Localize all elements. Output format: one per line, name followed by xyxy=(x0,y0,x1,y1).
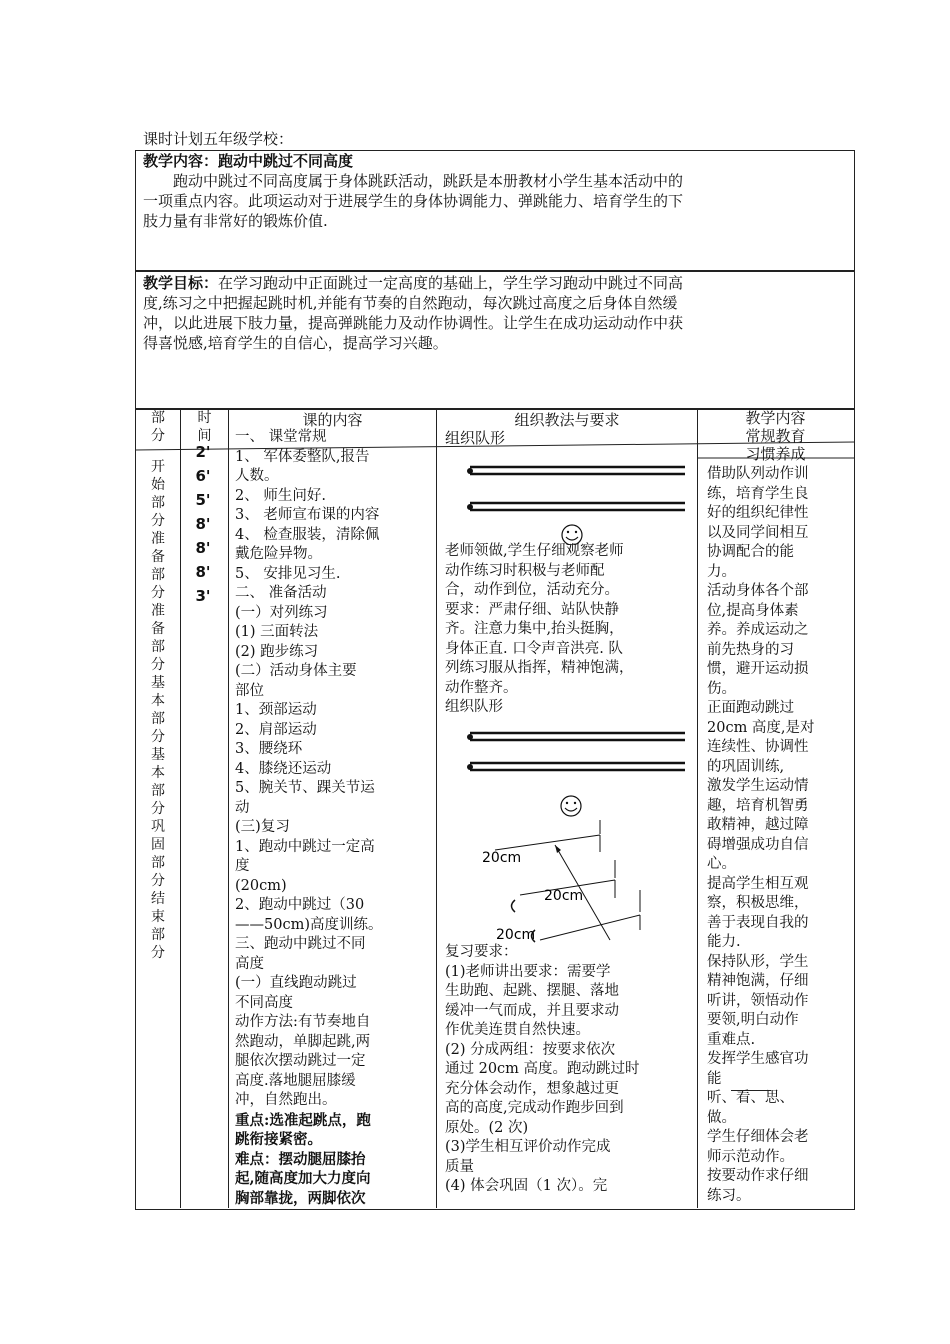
table-divider xyxy=(180,408,181,1208)
teaching-line: 协调配合的能 xyxy=(707,544,794,560)
teaching-line: 好的组织纪律性 xyxy=(707,505,809,521)
part-char: 备 xyxy=(151,549,165,565)
teaching-line: 练，培育学生良 xyxy=(707,485,809,502)
teaching-line: 按要动作求仔细 xyxy=(707,1168,809,1184)
method-line: 复习要求： xyxy=(445,944,518,960)
teaching-line: 的巩固训练, xyxy=(707,758,785,775)
table-divider xyxy=(436,408,437,1208)
teaching-line: 重难点. xyxy=(707,1031,756,1048)
content-line: 腿依次摆动跳过一定 xyxy=(235,1053,366,1069)
content-line: 三、跑动中跳过不同 xyxy=(235,936,366,952)
part-char: 分 xyxy=(151,801,165,817)
teaching-line: 碍增强成功自信 xyxy=(707,836,809,853)
jump-course-diagram xyxy=(460,790,695,950)
method-line: 组织队形 xyxy=(445,699,503,715)
content-line: 4、 检查服装，清除佩 xyxy=(235,526,380,543)
content-line: 2、 师生问好. xyxy=(235,487,326,504)
table-divider xyxy=(228,408,229,1208)
part-char: 准 xyxy=(151,531,165,547)
teaching-line: 保持队形，学生 xyxy=(707,953,809,970)
content-column xyxy=(235,428,433,1208)
part-char: 部 xyxy=(151,855,165,871)
formation-row xyxy=(467,467,685,474)
height-label: 20cm xyxy=(482,850,522,866)
content-title: 教学内容：跑动中跳过不同高度 xyxy=(143,152,354,170)
content-line: 高度.落地腿屈膝缓 xyxy=(235,1072,356,1089)
teaching-line: 趣，培育机智勇 xyxy=(707,797,809,814)
content-section xyxy=(143,151,843,231)
teaching-line: 养。养成运动之 xyxy=(707,622,809,638)
formation-diagram-2 xyxy=(460,725,695,775)
goal-section xyxy=(143,273,843,353)
content-line: 冲，自然跑出。 xyxy=(235,1092,337,1108)
goal-line: 度,练习之中把握起跳时机,并能有节奏的自然跑动，每次跳过高度之后身体自然缓 xyxy=(143,294,678,312)
part-char: 分 xyxy=(151,585,165,601)
method-line: 通过 20cm 高度。跑动跳过时 xyxy=(445,1061,640,1077)
time-value: 6' xyxy=(195,467,211,485)
teaching-line: 精神饱满，仔细 xyxy=(707,973,809,989)
content-line: 5、腕关节、踝关节运 xyxy=(235,780,375,796)
teaching-line: 20cm 高度,是对 xyxy=(707,719,815,736)
header-part xyxy=(136,409,180,445)
teaching-line: 听讲，领悟动作 xyxy=(707,992,809,1009)
part-column xyxy=(136,458,180,962)
method-top-label: 组织队形 xyxy=(445,429,506,447)
part-char: 部 xyxy=(151,639,165,655)
header-part-char: 分 xyxy=(151,428,165,444)
teaching-line: 正面跑动跳过 xyxy=(707,700,794,716)
method-line: (2) 分成两组：按要求依次 xyxy=(445,1041,616,1058)
content-line: 人数。 xyxy=(235,468,279,484)
teaching-line: 激发学生运动情 xyxy=(707,778,809,794)
method-line: (4) 体会巩固（1 次）。完 xyxy=(445,1178,608,1194)
goal-line: 冲，以此进展下肢力量，提高弹跳能力及动作协调性。让学生在成功运动动作中获 xyxy=(143,314,684,332)
method-line: (3)学生相互评价动作完成 xyxy=(445,1139,611,1155)
formation-row xyxy=(467,763,685,770)
part-char: 分 xyxy=(151,729,165,745)
teaching-line: 学生仔细体会老 xyxy=(707,1129,809,1145)
content-line: 4、膝绕还运动 xyxy=(235,760,332,777)
teaching-line: 敢精神，越过障 xyxy=(707,817,809,833)
content-line: 重点:选准起跳点，跑 xyxy=(235,1111,371,1129)
time-value: 5' xyxy=(195,491,211,509)
teaching-header xyxy=(698,409,853,463)
formation-row xyxy=(467,503,685,510)
method-line: 列练习服从指挥，精神饱满， xyxy=(445,660,634,676)
goal-label: 教学目标： xyxy=(143,274,219,292)
teaching-line: 善于表现自我的 xyxy=(707,914,809,931)
teaching-line: 惯，避开运动损 xyxy=(707,661,809,677)
content-line: 起,随高度加大力度向 xyxy=(235,1170,371,1187)
teaching-line: 要领,明白动作 xyxy=(707,1012,799,1028)
method-line: 要求：严肃仔细、站队快静 xyxy=(445,601,619,618)
method-line: 齐。注意力集中,抬头挺胸， xyxy=(445,621,624,637)
time-value: 8' xyxy=(195,515,211,533)
teaching-line: 连续性、协调性 xyxy=(707,739,809,755)
teaching-line: 察，积极思维， xyxy=(707,895,809,911)
content-line: 5、 安排见习生. xyxy=(235,565,341,582)
part-char: 本 xyxy=(151,765,165,781)
content-line: (一）对列练习 xyxy=(235,604,328,621)
teaching-line: 能 xyxy=(707,1070,722,1087)
content-line: 二、 准备活动 xyxy=(235,585,327,601)
content-line: 2、跑动中跳过（30 xyxy=(235,897,365,913)
content-line: 动 xyxy=(235,799,250,816)
teaching-column xyxy=(707,465,850,1206)
part-char: 部 xyxy=(151,567,165,583)
part-char: 基 xyxy=(151,675,165,691)
content-line: 跑动中跳过不同高度属于身体跳跃活动，跳跃是本册教材小学生基本活动中的 xyxy=(173,172,684,190)
content-line: (1) 三面转法 xyxy=(235,624,319,640)
part-char: 部 xyxy=(151,927,165,943)
content-line: ——50cm)高度训练。 xyxy=(235,916,383,933)
content-line: 不同高度 xyxy=(235,994,293,1011)
arrow-head-icon xyxy=(555,845,561,853)
part-char: 开 xyxy=(151,459,165,475)
page-header: 课时计划五年级学校： xyxy=(143,130,294,148)
part-char: 结 xyxy=(151,891,165,907)
content-line: 一、 课堂常规 xyxy=(235,429,327,445)
content-line: (一）直线跑动跳过 xyxy=(235,975,357,991)
part-char: 部 xyxy=(151,495,165,511)
content-line: 动作方法:有节奏地自 xyxy=(235,1014,371,1030)
part-char: 部 xyxy=(151,711,165,727)
smiley-icon xyxy=(561,796,581,816)
header-content: 课的内容 xyxy=(302,411,363,429)
part-char: 分 xyxy=(151,873,165,889)
method-line: 作优美连贯自然快速。 xyxy=(445,1022,590,1038)
teaching-line: 伤。 xyxy=(707,680,736,697)
content-line: 胸部靠拢，两脚依次 xyxy=(235,1189,366,1207)
content-line: 2、肩部运动 xyxy=(235,721,317,738)
method-block-2 xyxy=(445,943,695,1197)
content-line: 难点：摆动腿屈膝抬 xyxy=(235,1150,366,1168)
method-line: 动作整齐。 xyxy=(445,679,518,696)
teaching-line: 心。 xyxy=(707,856,736,872)
content-line: 戴危险异物。 xyxy=(235,546,322,562)
time-value: 3' xyxy=(195,587,211,605)
content-line: 3、 老师宣布课的内容 xyxy=(235,507,380,523)
content-line: 肢力量有非常好的锻炼价值. xyxy=(143,212,328,230)
header-part-char: 部 xyxy=(151,410,165,426)
content-line: (三)复习 xyxy=(235,819,290,835)
teaching-line: 前先热身的习 xyxy=(707,641,794,658)
part-char: 部 xyxy=(151,783,165,799)
method-line: 缓冲一气而成，并且要求动 xyxy=(445,1002,619,1019)
goal-line: 得喜悦感,培育学生的自信心，提高学习兴趣。 xyxy=(143,334,448,352)
part-char: 固 xyxy=(151,837,165,853)
teaching-line: 借助队列动作训 xyxy=(707,466,809,482)
method-line: 质量 xyxy=(445,1158,474,1175)
height-label: 20cm xyxy=(496,927,536,943)
teaching-line: 位,提高身体素 xyxy=(707,602,799,619)
part-char: 分 xyxy=(151,657,165,673)
method-line: 合，动作到位，活动充分。 xyxy=(445,582,619,598)
method-line: (1)老师讲出要求：需要学 xyxy=(445,963,611,980)
teaching-line: 提高学生相互观 xyxy=(707,875,809,892)
teaching-line: 发挥学生感官功 xyxy=(707,1051,809,1067)
time-value: 8' xyxy=(195,539,211,557)
time-value: 8' xyxy=(195,563,211,581)
method-line: 充分体会动作，想象越过更 xyxy=(445,1080,619,1097)
method-line: 生助跑、起跳、摆腿、落地 xyxy=(445,983,619,999)
teaching-line: 做。 xyxy=(707,1109,736,1126)
content-line: 高度 xyxy=(235,955,264,972)
content-line: 然跑动，单脚起跳,两 xyxy=(235,1033,371,1050)
part-char: 分 xyxy=(151,513,165,529)
teaching-line: 练习。 xyxy=(707,1187,751,1204)
part-char: 巩 xyxy=(151,819,165,835)
header-time-char: 间 xyxy=(197,428,212,444)
part-char: 本 xyxy=(151,693,165,709)
part-char: 始 xyxy=(151,477,165,493)
content-line: (2) 跑步练习 xyxy=(235,643,319,660)
method-line: 原处。(2 次) xyxy=(445,1119,529,1136)
content-line: 部位 xyxy=(235,682,264,699)
content-line: 跳衔接紧密。 xyxy=(235,1131,322,1148)
method-line: 老师领做,学生仔细观察老师 xyxy=(445,543,624,559)
teaching-line: 力。 xyxy=(707,563,736,580)
content-line: 一项重点内容。此项运动对于进展学生的身体协调能力、弹跳能力、培育学生的下 xyxy=(143,192,684,210)
teaching-header-line: 习惯养成 xyxy=(745,445,806,463)
height-label: 20cm xyxy=(544,888,584,904)
part-char: 基 xyxy=(151,747,165,763)
header-time-char: 时 xyxy=(197,410,212,426)
teaching-line: 以及同学间相互 xyxy=(707,524,809,541)
content-line: (二）活动身体主要 xyxy=(235,663,357,679)
part-char: 分 xyxy=(151,945,165,961)
formation-row xyxy=(467,733,685,740)
method-line: 身体正直. 口令声音洪亮. 队 xyxy=(445,640,623,657)
teaching-line: 能力. xyxy=(707,934,741,950)
header-method: 组织教法与要求 xyxy=(514,411,620,429)
teaching-line: 师示范动作。 xyxy=(707,1148,794,1165)
part-char: 束 xyxy=(151,909,165,925)
teaching-header-line: 教学内容 xyxy=(745,409,806,427)
content-line: (20cm) xyxy=(235,877,287,894)
time-column xyxy=(183,440,223,608)
content-line: 1、跑动中跳过一定高 xyxy=(235,838,375,855)
content-line: 1、 军体委整队,报告 xyxy=(235,448,370,465)
content-line: 3、腰绕环 xyxy=(235,741,303,757)
part-char: 备 xyxy=(151,621,165,637)
method-block-1 xyxy=(445,542,695,718)
formation-diagram-1 xyxy=(460,455,695,545)
part-char: 准 xyxy=(151,603,165,619)
goal-line: 在学习跑动中正面跳过一定高度的基础上，学生学习跑动中跳过不同高 xyxy=(218,274,684,292)
underline xyxy=(731,1090,771,1091)
table-divider xyxy=(697,408,698,1208)
time-value: 2' xyxy=(195,443,211,461)
method-line: 高的高度,完成动作跑步回到 xyxy=(445,1100,624,1116)
teaching-line: 活动身体各个部 xyxy=(707,583,809,599)
content-line: 度 xyxy=(235,858,250,874)
content-line: 1、颈部运动 xyxy=(235,702,317,718)
teaching-line: 听、看、思、 xyxy=(707,1090,794,1106)
method-line: 动作练习时积极与老师配 xyxy=(445,562,605,579)
teaching-header-line: 常规教育 xyxy=(745,427,806,445)
